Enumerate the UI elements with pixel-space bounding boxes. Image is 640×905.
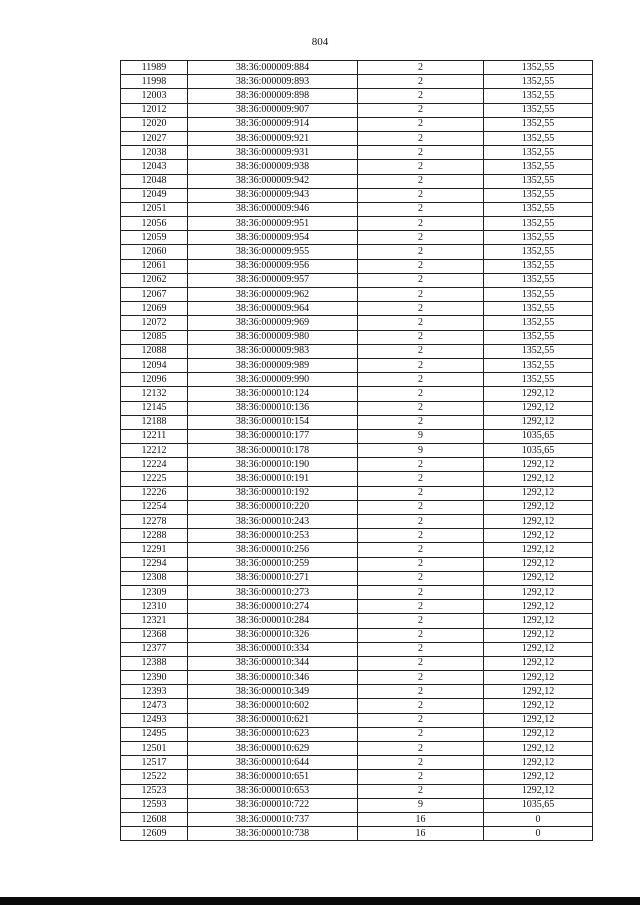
value-cell: 1352,55 [484, 160, 593, 174]
category-cell: 2 [358, 259, 484, 273]
value-cell: 1292,12 [484, 699, 593, 713]
value-cell: 1292,12 [484, 543, 593, 557]
cadastral-number-cell: 38:36:000009:942 [188, 174, 358, 188]
category-cell: 2 [358, 202, 484, 216]
cadastral-number-cell: 38:36:000009:980 [188, 330, 358, 344]
category-cell: 2 [358, 401, 484, 415]
table-row [121, 160, 593, 174]
category-cell: 2 [358, 685, 484, 699]
table-row [121, 188, 593, 202]
record-number-cell: 12188 [121, 415, 188, 429]
cadastral-number-cell: 38:36:000010:346 [188, 671, 358, 685]
category-cell: 2 [358, 146, 484, 160]
table-row [121, 557, 593, 571]
record-number-cell: 12309 [121, 585, 188, 599]
cadastral-number-cell: 38:36:000010:273 [188, 585, 358, 599]
cadastral-number-cell: 38:36:000010:737 [188, 812, 358, 826]
table-row [121, 770, 593, 784]
category-cell: 2 [358, 231, 484, 245]
cadastral-number-cell: 38:36:000010:284 [188, 614, 358, 628]
record-number-cell: 12056 [121, 217, 188, 231]
value-cell: 1292,12 [484, 585, 593, 599]
table-row [121, 245, 593, 259]
registry-table [120, 60, 593, 841]
category-cell: 16 [358, 827, 484, 841]
record-number-cell: 12278 [121, 515, 188, 529]
category-cell: 2 [358, 600, 484, 614]
record-number-cell: 12062 [121, 273, 188, 287]
table-row [121, 103, 593, 117]
value-cell: 1352,55 [484, 103, 593, 117]
table-row [121, 146, 593, 160]
cadastral-number-cell: 38:36:000009:893 [188, 75, 358, 89]
cadastral-number-cell: 38:36:000009:956 [188, 259, 358, 273]
category-cell: 2 [358, 302, 484, 316]
record-number-cell: 12212 [121, 444, 188, 458]
table-row [121, 628, 593, 642]
cadastral-number-cell: 38:36:000009:884 [188, 61, 358, 75]
category-cell: 9 [358, 429, 484, 443]
table-row [121, 387, 593, 401]
category-cell: 2 [358, 174, 484, 188]
record-number-cell: 12388 [121, 656, 188, 670]
category-cell: 2 [358, 656, 484, 670]
record-number-cell: 12523 [121, 784, 188, 798]
record-number-cell: 12027 [121, 131, 188, 145]
category-cell: 2 [358, 245, 484, 259]
cadastral-number-cell: 38:36:000010:653 [188, 784, 358, 798]
category-cell: 2 [358, 103, 484, 117]
value-cell: 1352,55 [484, 373, 593, 387]
category-cell: 2 [358, 699, 484, 713]
category-cell: 2 [358, 344, 484, 358]
value-cell: 1292,12 [484, 614, 593, 628]
record-number-cell: 12069 [121, 302, 188, 316]
category-cell: 2 [358, 415, 484, 429]
cadastral-number-cell: 38:36:000010:326 [188, 628, 358, 642]
category-cell: 2 [358, 358, 484, 372]
cadastral-number-cell: 38:36:000010:256 [188, 543, 358, 557]
table-row [121, 89, 593, 103]
record-number-cell: 12059 [121, 231, 188, 245]
record-number-cell: 11989 [121, 61, 188, 75]
record-number-cell: 12377 [121, 642, 188, 656]
value-cell: 1292,12 [484, 600, 593, 614]
record-number-cell: 12308 [121, 571, 188, 585]
category-cell: 9 [358, 444, 484, 458]
cadastral-number-cell: 38:36:000010:178 [188, 444, 358, 458]
category-cell: 2 [358, 756, 484, 770]
record-number-cell: 12067 [121, 288, 188, 302]
table-row [121, 713, 593, 727]
category-cell: 2 [358, 671, 484, 685]
cadastral-number-cell: 38:36:000010:243 [188, 515, 358, 529]
value-cell: 1292,12 [484, 515, 593, 529]
record-number-cell: 12493 [121, 713, 188, 727]
record-number-cell: 12593 [121, 798, 188, 812]
category-cell: 2 [358, 273, 484, 287]
record-number-cell: 12321 [121, 614, 188, 628]
value-cell: 1352,55 [484, 344, 593, 358]
value-cell: 1292,12 [484, 500, 593, 514]
cadastral-number-cell: 38:36:000009:914 [188, 117, 358, 131]
cadastral-number-cell: 38:36:000010:253 [188, 529, 358, 543]
category-cell: 2 [358, 529, 484, 543]
category-cell: 2 [358, 330, 484, 344]
table-row [121, 202, 593, 216]
cadastral-number-cell: 38:36:000010:136 [188, 401, 358, 415]
record-number-cell: 12495 [121, 727, 188, 741]
value-cell: 1292,12 [484, 756, 593, 770]
table-row [121, 288, 593, 302]
table-row [121, 571, 593, 585]
value-cell: 1292,12 [484, 713, 593, 727]
cadastral-number-cell: 38:36:000010:220 [188, 500, 358, 514]
cadastral-number-cell: 38:36:000010:621 [188, 713, 358, 727]
cadastral-number-cell: 38:36:000009:983 [188, 344, 358, 358]
table-row [121, 600, 593, 614]
category-cell: 2 [358, 486, 484, 500]
record-number-cell: 12291 [121, 543, 188, 557]
value-cell: 1292,12 [484, 784, 593, 798]
cadastral-number-cell: 38:36:000010:651 [188, 770, 358, 784]
cadastral-number-cell: 38:36:000010:154 [188, 415, 358, 429]
category-cell: 2 [358, 458, 484, 472]
record-number-cell: 12038 [121, 146, 188, 160]
table-row [121, 373, 593, 387]
table-row [121, 401, 593, 415]
cadastral-number-cell: 38:36:000010:274 [188, 600, 358, 614]
table-row [121, 500, 593, 514]
record-number-cell: 11998 [121, 75, 188, 89]
value-cell: 1352,55 [484, 174, 593, 188]
category-cell: 2 [358, 117, 484, 131]
value-cell: 1352,55 [484, 316, 593, 330]
value-cell: 1352,55 [484, 259, 593, 273]
category-cell: 2 [358, 500, 484, 514]
table-row [121, 656, 593, 670]
cadastral-number-cell: 38:36:000010:602 [188, 699, 358, 713]
record-number-cell: 12522 [121, 770, 188, 784]
value-cell: 1292,12 [484, 671, 593, 685]
registry-table-body [121, 61, 593, 841]
table-row [121, 415, 593, 429]
value-cell: 1352,55 [484, 146, 593, 160]
record-number-cell: 12003 [121, 89, 188, 103]
cadastral-number-cell: 38:36:000010:271 [188, 571, 358, 585]
category-cell: 2 [358, 217, 484, 231]
record-number-cell: 12288 [121, 529, 188, 543]
cadastral-number-cell: 38:36:000009:962 [188, 288, 358, 302]
cadastral-number-cell: 38:36:000009:946 [188, 202, 358, 216]
record-number-cell: 12390 [121, 671, 188, 685]
value-cell: 1352,55 [484, 188, 593, 202]
record-number-cell: 12088 [121, 344, 188, 358]
category-cell: 2 [358, 75, 484, 89]
table-row [121, 671, 593, 685]
category-cell: 2 [358, 727, 484, 741]
table-row [121, 614, 593, 628]
value-cell: 0 [484, 827, 593, 841]
table-row [121, 458, 593, 472]
table-row [121, 699, 593, 713]
table-row [121, 472, 593, 486]
category-cell: 2 [358, 614, 484, 628]
record-number-cell: 12501 [121, 742, 188, 756]
category-cell: 9 [358, 798, 484, 812]
record-number-cell: 12473 [121, 699, 188, 713]
cadastral-number-cell: 38:36:000009:931 [188, 146, 358, 160]
table-row [121, 585, 593, 599]
value-cell: 1035,65 [484, 798, 593, 812]
record-number-cell: 12517 [121, 756, 188, 770]
cadastral-number-cell: 38:36:000009:907 [188, 103, 358, 117]
category-cell: 2 [358, 515, 484, 529]
category-cell: 2 [358, 472, 484, 486]
record-number-cell: 12094 [121, 358, 188, 372]
value-cell: 1352,55 [484, 61, 593, 75]
table-row [121, 486, 593, 500]
value-cell: 1292,12 [484, 486, 593, 500]
record-number-cell: 12294 [121, 557, 188, 571]
value-cell: 1292,12 [484, 387, 593, 401]
category-cell: 2 [358, 742, 484, 756]
table-row [121, 529, 593, 543]
category-cell: 2 [358, 373, 484, 387]
table-row [121, 61, 593, 75]
table-row [121, 444, 593, 458]
table-row [121, 784, 593, 798]
value-cell: 1035,65 [484, 444, 593, 458]
table-row [121, 812, 593, 826]
category-cell: 2 [358, 288, 484, 302]
cadastral-number-cell: 38:36:000010:629 [188, 742, 358, 756]
value-cell: 1292,12 [484, 727, 593, 741]
value-cell: 1292,12 [484, 642, 593, 656]
cadastral-number-cell: 38:36:000010:623 [188, 727, 358, 741]
category-cell: 2 [358, 61, 484, 75]
record-number-cell: 12085 [121, 330, 188, 344]
table-row [121, 273, 593, 287]
cadastral-number-cell: 38:36:000010:644 [188, 756, 358, 770]
table-row [121, 131, 593, 145]
record-number-cell: 12368 [121, 628, 188, 642]
value-cell: 1292,12 [484, 685, 593, 699]
cadastral-number-cell: 38:36:000009:969 [188, 316, 358, 330]
cadastral-number-cell: 38:36:000009:964 [188, 302, 358, 316]
record-number-cell: 12048 [121, 174, 188, 188]
category-cell: 2 [358, 387, 484, 401]
category-cell: 2 [358, 316, 484, 330]
category-cell: 2 [358, 160, 484, 174]
value-cell: 1292,12 [484, 557, 593, 571]
cadastral-number-cell: 38:36:000009:989 [188, 358, 358, 372]
value-cell: 1352,55 [484, 89, 593, 103]
table-row [121, 75, 593, 89]
cadastral-number-cell: 38:36:000009:943 [188, 188, 358, 202]
value-cell: 1035,65 [484, 429, 593, 443]
scan-edge-bar [0, 897, 640, 905]
value-cell: 1292,12 [484, 571, 593, 585]
value-cell: 1292,12 [484, 415, 593, 429]
category-cell: 2 [358, 770, 484, 784]
record-number-cell: 12224 [121, 458, 188, 472]
table-row [121, 827, 593, 841]
record-number-cell: 12225 [121, 472, 188, 486]
record-number-cell: 12226 [121, 486, 188, 500]
cadastral-number-cell: 38:36:000010:722 [188, 798, 358, 812]
value-cell: 1352,55 [484, 217, 593, 231]
record-number-cell: 12393 [121, 685, 188, 699]
table-row [121, 330, 593, 344]
value-cell: 1352,55 [484, 131, 593, 145]
table-row [121, 174, 593, 188]
category-cell: 2 [358, 784, 484, 798]
table-row [121, 515, 593, 529]
page-number: 804 [311, 36, 329, 48]
record-number-cell: 12020 [121, 117, 188, 131]
record-number-cell: 12211 [121, 429, 188, 443]
cadastral-number-cell: 38:36:000010:259 [188, 557, 358, 571]
table-row [121, 685, 593, 699]
cadastral-number-cell: 38:36:000010:344 [188, 656, 358, 670]
cadastral-number-cell: 38:36:000010:177 [188, 429, 358, 443]
table-row [121, 259, 593, 273]
cadastral-number-cell: 38:36:000010:738 [188, 827, 358, 841]
category-cell: 2 [358, 543, 484, 557]
category-cell: 2 [358, 642, 484, 656]
cadastral-number-cell: 38:36:000010:191 [188, 472, 358, 486]
value-cell: 1292,12 [484, 401, 593, 415]
cadastral-number-cell: 38:36:000009:955 [188, 245, 358, 259]
table-row [121, 798, 593, 812]
table-row [121, 231, 593, 245]
record-number-cell: 12060 [121, 245, 188, 259]
table-row [121, 302, 593, 316]
record-number-cell: 12310 [121, 600, 188, 614]
cadastral-number-cell: 38:36:000009:954 [188, 231, 358, 245]
value-cell: 1292,12 [484, 529, 593, 543]
value-cell: 1292,12 [484, 742, 593, 756]
table-row [121, 217, 593, 231]
category-cell: 16 [358, 812, 484, 826]
value-cell: 1352,55 [484, 302, 593, 316]
table-row [121, 642, 593, 656]
value-cell: 1352,55 [484, 245, 593, 259]
record-number-cell: 12096 [121, 373, 188, 387]
category-cell: 2 [358, 571, 484, 585]
value-cell: 1352,55 [484, 117, 593, 131]
category-cell: 2 [358, 628, 484, 642]
value-cell: 0 [484, 812, 593, 826]
cadastral-number-cell: 38:36:000010:192 [188, 486, 358, 500]
record-number-cell: 12608 [121, 812, 188, 826]
record-number-cell: 12254 [121, 500, 188, 514]
value-cell: 1352,55 [484, 231, 593, 245]
record-number-cell: 12012 [121, 103, 188, 117]
value-cell: 1292,12 [484, 458, 593, 472]
cadastral-number-cell: 38:36:000009:938 [188, 160, 358, 174]
table-row [121, 756, 593, 770]
value-cell: 1352,55 [484, 75, 593, 89]
cadastral-number-cell: 38:36:000009:921 [188, 131, 358, 145]
table-row [121, 742, 593, 756]
table-row [121, 429, 593, 443]
value-cell: 1352,55 [484, 330, 593, 344]
record-number-cell: 12145 [121, 401, 188, 415]
table-row [121, 358, 593, 372]
value-cell: 1352,55 [484, 288, 593, 302]
category-cell: 2 [358, 557, 484, 571]
cadastral-number-cell: 38:36:000010:334 [188, 642, 358, 656]
cadastral-number-cell: 38:36:000010:349 [188, 685, 358, 699]
record-number-cell: 12051 [121, 202, 188, 216]
value-cell: 1352,55 [484, 202, 593, 216]
value-cell: 1292,12 [484, 770, 593, 784]
record-number-cell: 12061 [121, 259, 188, 273]
category-cell: 2 [358, 89, 484, 103]
cadastral-number-cell: 38:36:000009:951 [188, 217, 358, 231]
cadastral-number-cell: 38:36:000010:190 [188, 458, 358, 472]
record-number-cell: 12609 [121, 827, 188, 841]
category-cell: 2 [358, 188, 484, 202]
cadastral-number-cell: 38:36:000009:957 [188, 273, 358, 287]
table-row [121, 344, 593, 358]
value-cell: 1352,55 [484, 358, 593, 372]
record-number-cell: 12132 [121, 387, 188, 401]
record-number-cell: 12072 [121, 316, 188, 330]
value-cell: 1292,12 [484, 628, 593, 642]
cadastral-number-cell: 38:36:000009:990 [188, 373, 358, 387]
table-row [121, 543, 593, 557]
record-number-cell: 12043 [121, 160, 188, 174]
cadastral-number-cell: 38:36:000009:898 [188, 89, 358, 103]
category-cell: 2 [358, 585, 484, 599]
value-cell: 1292,12 [484, 656, 593, 670]
table-row [121, 727, 593, 741]
table-row [121, 316, 593, 330]
cadastral-number-cell: 38:36:000010:124 [188, 387, 358, 401]
value-cell: 1352,55 [484, 273, 593, 287]
category-cell: 2 [358, 713, 484, 727]
record-number-cell: 12049 [121, 188, 188, 202]
table-row [121, 117, 593, 131]
value-cell: 1292,12 [484, 472, 593, 486]
category-cell: 2 [358, 131, 484, 145]
